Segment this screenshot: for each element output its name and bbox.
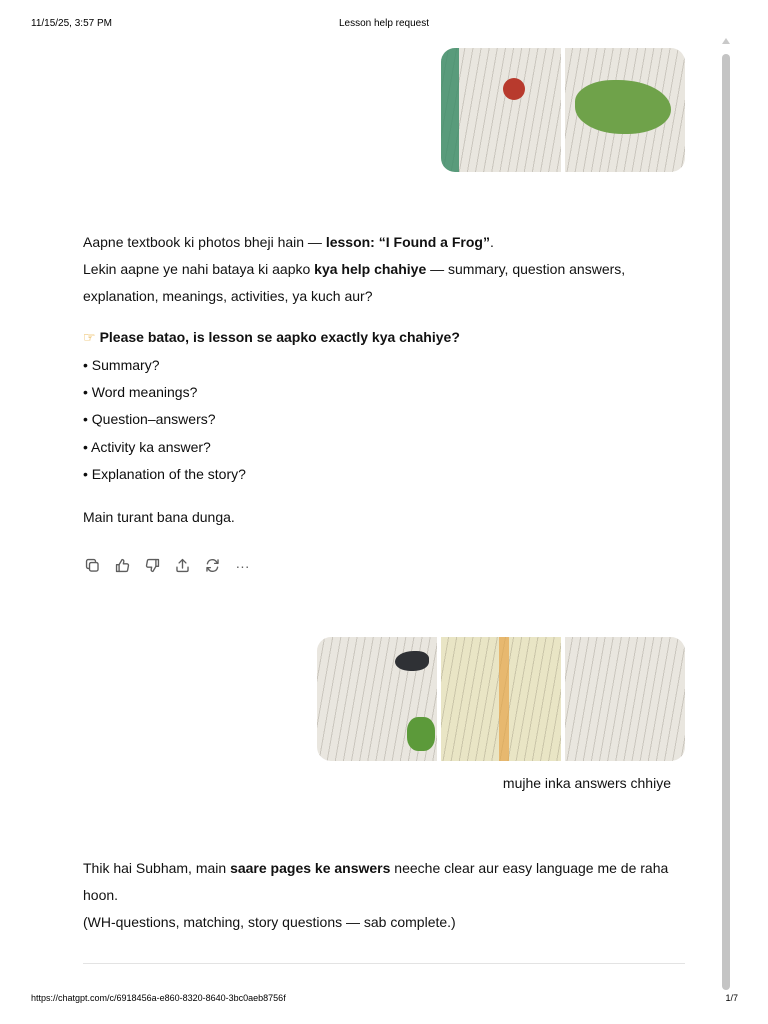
assistant-closing: Main turant bana dunga. <box>83 509 235 525</box>
print-title: Lesson help request <box>338 18 430 29</box>
answer-scope: (WH-questions, matching, story questions — sab complete.) <box>83 914 456 930</box>
user-attachments-2 <box>317 637 685 761</box>
textbook-photo-4[interactable] <box>441 637 561 761</box>
list-item: • Word meanings? <box>83 384 198 401</box>
intro-text-3: — summary, question answers, explanation, meanings, activities, ya kuch aur? <box>83 261 626 304</box>
intro-punct: . <box>489 234 494 250</box>
scrollbar-thumb[interactable] <box>722 54 730 990</box>
print-page-number: 1/7 <box>725 993 738 1003</box>
scroll-up-icon[interactable] <box>722 38 730 44</box>
user-attachments-1 <box>441 48 685 172</box>
textbook-photo-1[interactable] <box>441 48 561 172</box>
assistant-message-2 <box>83 855 683 936</box>
thumbs-down-icon[interactable] <box>143 556 162 575</box>
answer-intro: Thik hai Subham, main <box>83 860 231 876</box>
list-item: • Summary? <box>83 357 160 373</box>
answer-intro-end: neeche clear aur easy language me de raha hoon. <box>83 860 669 903</box>
list-item: • Question–answers? <box>83 411 216 428</box>
regenerate-icon[interactable] <box>203 556 222 575</box>
share-icon[interactable] <box>173 556 192 575</box>
intro-text: Aapne textbook ki photos bheji hain — <box>83 234 326 250</box>
user-message: mujhe inka answers chhiye <box>502 775 671 791</box>
textbook-photo-3[interactable] <box>317 637 437 761</box>
assistant-message-1-intro <box>83 229 683 310</box>
pointing-hand-icon: ☞ <box>83 329 96 345</box>
textbook-photo-5[interactable] <box>565 637 685 761</box>
options-list <box>83 352 246 488</box>
print-url: https://chatgpt.com/c/6918456a-e860-8320-8640-3bc0aeb8756f <box>31 993 286 1003</box>
thumbs-up-icon[interactable] <box>113 556 132 575</box>
list-item: • Activity ka answer? <box>83 438 211 455</box>
lesson-title: lesson: “I Found a Frog” <box>325 234 490 250</box>
message-actions <box>83 556 252 575</box>
intro-text-2: Lekin aapne ye nahi bataya ki aapko <box>83 261 315 277</box>
print-header <box>0 18 768 32</box>
textbook-photo-2[interactable] <box>565 48 685 172</box>
more-label: ··· <box>235 557 250 574</box>
list-item: • Explanation of the story? <box>83 465 246 482</box>
help-emphasis: kya help chahiye <box>314 261 427 277</box>
print-datetime: 11/15/25, 3:57 PM <box>31 18 112 29</box>
more-icon[interactable] <box>233 556 252 575</box>
answer-emphasis: saare pages ke answers <box>230 860 391 876</box>
scrollbar[interactable] <box>721 38 731 990</box>
copy-icon[interactable] <box>83 556 102 575</box>
assistant-question <box>83 324 683 351</box>
divider <box>83 963 685 964</box>
question-text: Please batao, is lesson se aapko exactly kya chahiye? <box>99 329 460 345</box>
